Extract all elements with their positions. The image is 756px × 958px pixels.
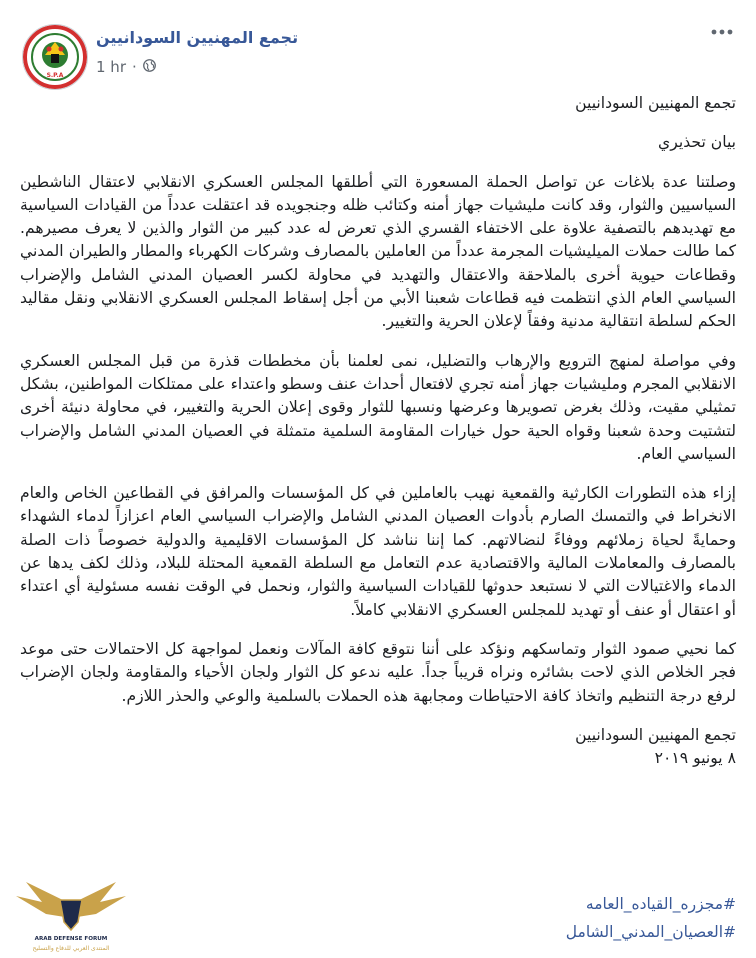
paragraph-4: كما نحيي صمود الثوار وتماسكهم ونؤكد على أننا نتوقع كافة المآلات ونعمل لمواجهة كل الاحتمالات حتى موعد فجر الخلاص الذي لاحت بشائره ونراه قريباً جداً. عليه ندعو كل الثوار ولجان الأحياء والمقاومة ولجان الإضراب لرفع درجة التنظيم واتخاذ كافة الاحتياطات ومجابهة هذه الحملات بالسلمية والوعي والحذر اللازم. — [20, 639, 736, 705]
statement-date: ٨ يونيو ٢٠١٩ — [654, 749, 736, 768]
spa-logo-icon — [23, 25, 87, 89]
hashtag-link[interactable]: #مجزره_القياده_العامه — [585, 895, 736, 913]
watermark-name: ARAB DEFENSE FORUM — [34, 936, 108, 942]
post-header — [0, 0, 756, 96]
hashtag-list — [566, 890, 736, 946]
statement-header: تجمع المهنيين السودانيين — [575, 94, 736, 112]
statement-title: بيان تحذيري — [658, 133, 736, 152]
watermark-arabic: المنتدى العربي للدفاع والتسليح — [32, 945, 110, 952]
page-name-link[interactable]: تجمع المهنيين السودانيين — [96, 28, 299, 47]
paragraph-1: وصلتنا عدة بلاغات عن تواصل الحملة المسعورة التي أطلقها المجلس العسكري الانقلابي لاعتقال الناشطين السياسيين والثوار، وقد كانت مليشيات جهاز أمنه وكتائب ظله وجنجويده قد اعتقلت عدداً من القيادات السياسية مع تهديدهم بالتصفية علاوة على الاختفاء القسري الذي تعرض له عدد كبير من الثوار والذين لا يعرف مصيرهم. كما طالت حملات الميليشيات المجرمة عدداً من العاملين بالمصارف وشركات الكهرباء والمطار والطيران المدني وقطاعات حيوية أخرى بالملاحقة والاعتقال والتهديد في محاولة لكسر العصيان المدني الشامل والإضراب السياسي العام الذي انتظمت فيه قطاعات شعبنا الأبي من أجل إسقاط المجلس العسكري الانقلابي ونقل مقاليد الحكم لسلطة انتقالية مدنية وفقاً لإعلان الحرية والتغيير. — [20, 172, 736, 331]
arab-defense-forum-watermark — [6, 874, 136, 954]
eagle-emblem-icon — [6, 874, 136, 954]
logo-letters: S.P.A — [46, 72, 64, 79]
paragraph-3: إزاء هذه التطورات الكارثية والقمعية نهيب بالعاملين في كل المؤسسات والمرافق في القطاعين الخاص والعام الانخراط في والتمسك الصارم بأدوات العصيان المدني الشامل والإضراب السياسي العام اعزازاً لدماء الشهداء وحمايةً لحياة زملائهم ووفاءً لنضالاتهم. كما إننا نناشد كل المؤسسات الاقليمية والدولية خصوصاً ذات الصلة بالمصارف والمعاملات المالية والاقتصادية عدم التعامل مع السلطة القمعية المحتلة للبلاد، وذلك لكف يدها عن الدماء والاغتيالات التي لا نستبعد حدوثها للقيادات السياسية والثوار، ونحمل في الوقت نفسه مسئولية أي اعتداء أو اعتقال أو عنف أو تهديد للمجلس العسكري الانقلابي كاملاً. — [20, 484, 736, 619]
more-options-icon[interactable] — [708, 22, 736, 42]
hashtag-link[interactable]: #العصيان_المدني_الشامل — [565, 923, 736, 941]
paragraph-2: وفي مواصلة لمنهج الترويع والإرهاب والتضليل، نمى لعلمنا بأن مخططات قذرة من قبل المجلس العسكري الانقلابي المجرم ومليشيات جهاز أمنه تجري لافتعال أحداث عنف وسطو واعتداء على ممتلكات المواطنين، بشكل تمثيلي مقيت، وذلك بغرض تصويرها وعرضها ونسبها للثوار وقوى إعلان الحرية والتغيير، في محاولة دنيئة أخرى لتشتيت وحدة شعبنا وقواه الحية حول خيارات المقاومة السلمية متمثلة في العصيان المدني الشامل والإضراب السياسي العام. — [20, 351, 736, 463]
post-meta — [96, 58, 156, 76]
meta-separator: · — [132, 58, 137, 76]
post-body — [20, 92, 736, 770]
post-time[interactable]: 1 hr — [96, 58, 126, 76]
signature: تجمع المهنيين السودانيين — [575, 725, 736, 744]
page-avatar[interactable] — [22, 24, 88, 90]
globe-icon[interactable] — [143, 58, 156, 76]
